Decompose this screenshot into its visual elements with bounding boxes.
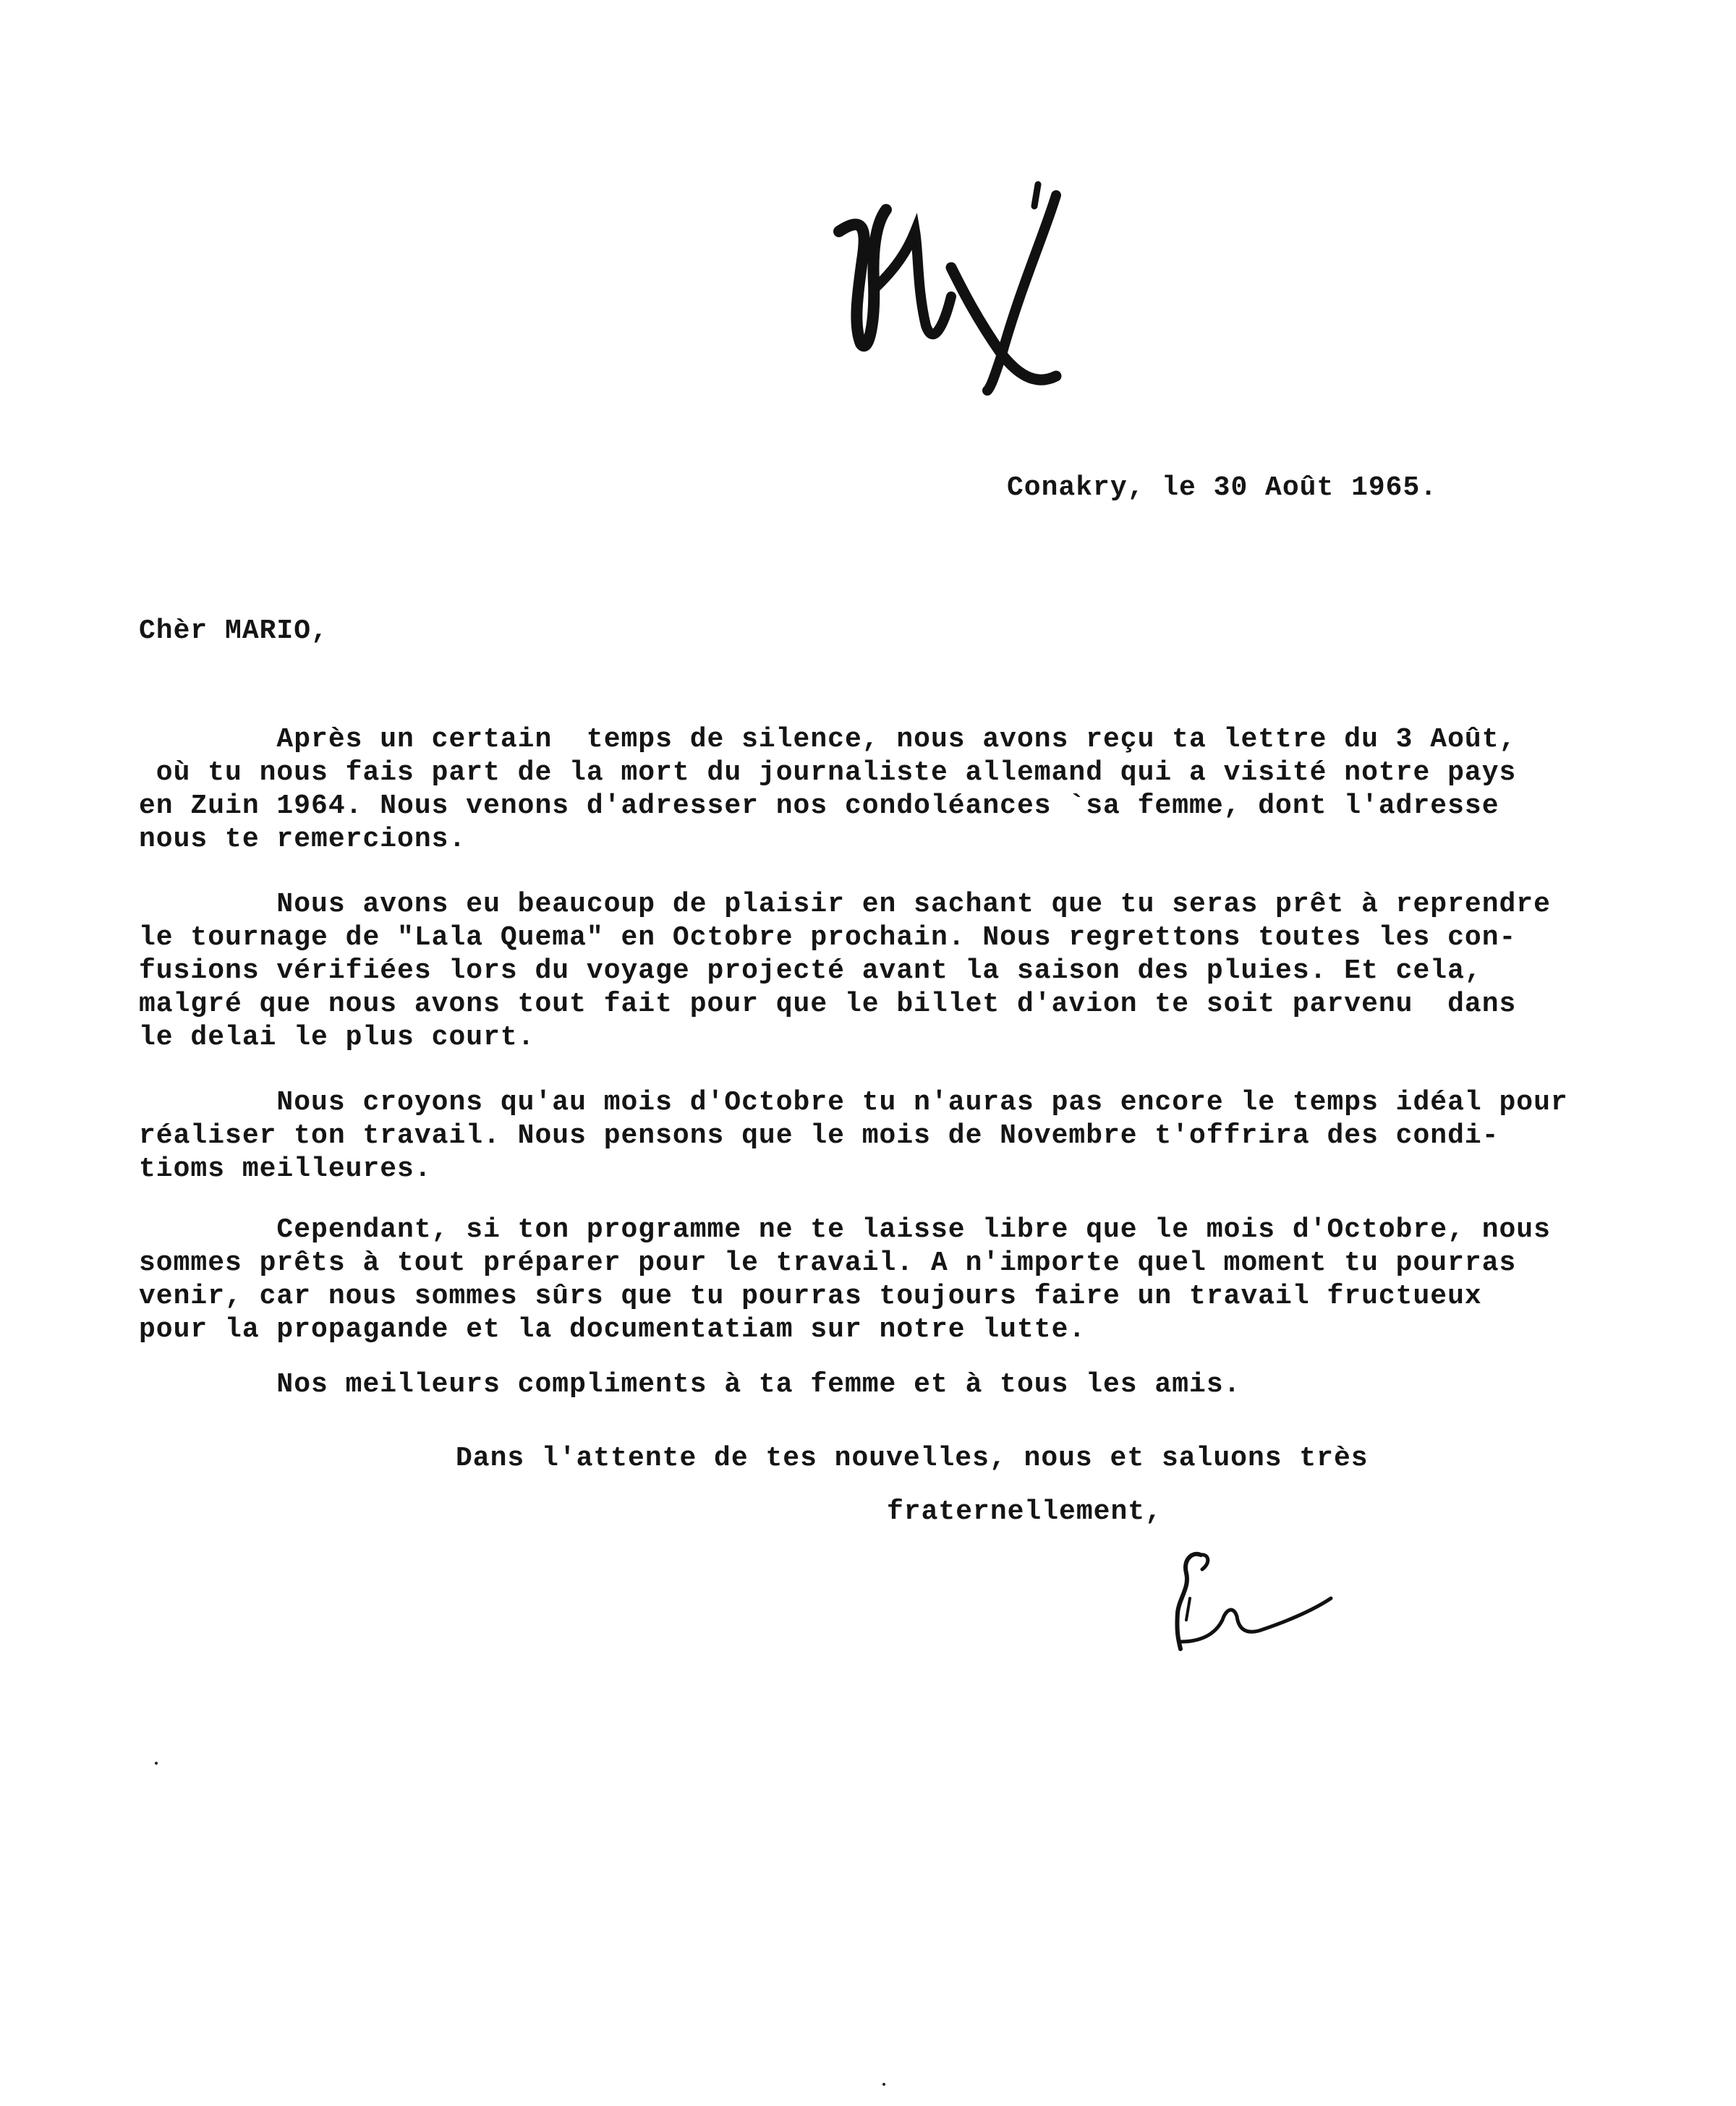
paragraph-line: Nous croyons qu'au mois d'Octobre tu n'auras pas encore le temps idéal pour (139, 1087, 1568, 1118)
top-handwritten-mark (817, 181, 1092, 398)
paragraph-line: réaliser ton travail. Nous pensons que le mois de Novembre t'offrira des condi- (139, 1120, 1499, 1151)
paragraph-line: tioms meilleures. (139, 1154, 432, 1185)
closing-valediction: fraternellement, (887, 1496, 1162, 1527)
paragraph-line: fusions vérifiées lors du voyage projecté avant la saison des pluies. Et cela, (139, 955, 1482, 986)
paragraph-line: Cependant, si ton programme ne te laisse libre que le mois d'Octobre, nous (139, 1214, 1551, 1245)
paragraph-line: en Zuin 1964. Nous venons d'adresser nos condoléances `sa femme, dont l'adresse (139, 790, 1499, 822)
paragraph-line: le tournage de "Lala Quema" en Octobre prochain. Nous regrettons toutes les con- (139, 922, 1517, 953)
place-date: Conakry, le 30 Août 1965. (1007, 472, 1438, 503)
signature (1157, 1533, 1345, 1656)
paragraph-line: malgré que nous avons tout fait pour que le billet d'avion te soit parvenu dans (139, 989, 1517, 1020)
paragraph-line: où tu nous fais part de la mort du journaliste allemand qui a visité notre pays (139, 757, 1517, 788)
salutation: Chèr MARIO, (139, 615, 328, 647)
paragraph-line: pour la propagande et la documentatiam sur notre lutte. (139, 1314, 1086, 1345)
paragraph-line: Nos meilleurs compliments à ta femme et à tous les amis. (139, 1369, 1241, 1400)
paper-speck (882, 2083, 885, 2086)
closing-line: Dans l'attente de tes nouvelles, nous et saluons très (456, 1443, 1369, 1474)
paper-speck (155, 1762, 158, 1765)
paragraph-line: sommes prêts à tout préparer pour le travail. A n'importe quel moment tu pourras (139, 1248, 1517, 1279)
paragraph-line: nous te remercions. (139, 824, 467, 855)
paragraph-line: le delai le plus court. (139, 1022, 535, 1053)
paragraph-line: Nous avons eu beaucoup de plaisir en sachant que tu seras prêt à reprendre (139, 889, 1551, 920)
paragraph-line: venir, car nous sommes sûrs que tu pourras toujours faire un travail fructueux (139, 1281, 1482, 1312)
paragraph-line: Après un certain temps de silence, nous avons reçu ta lettre du 3 Août, (139, 724, 1517, 755)
